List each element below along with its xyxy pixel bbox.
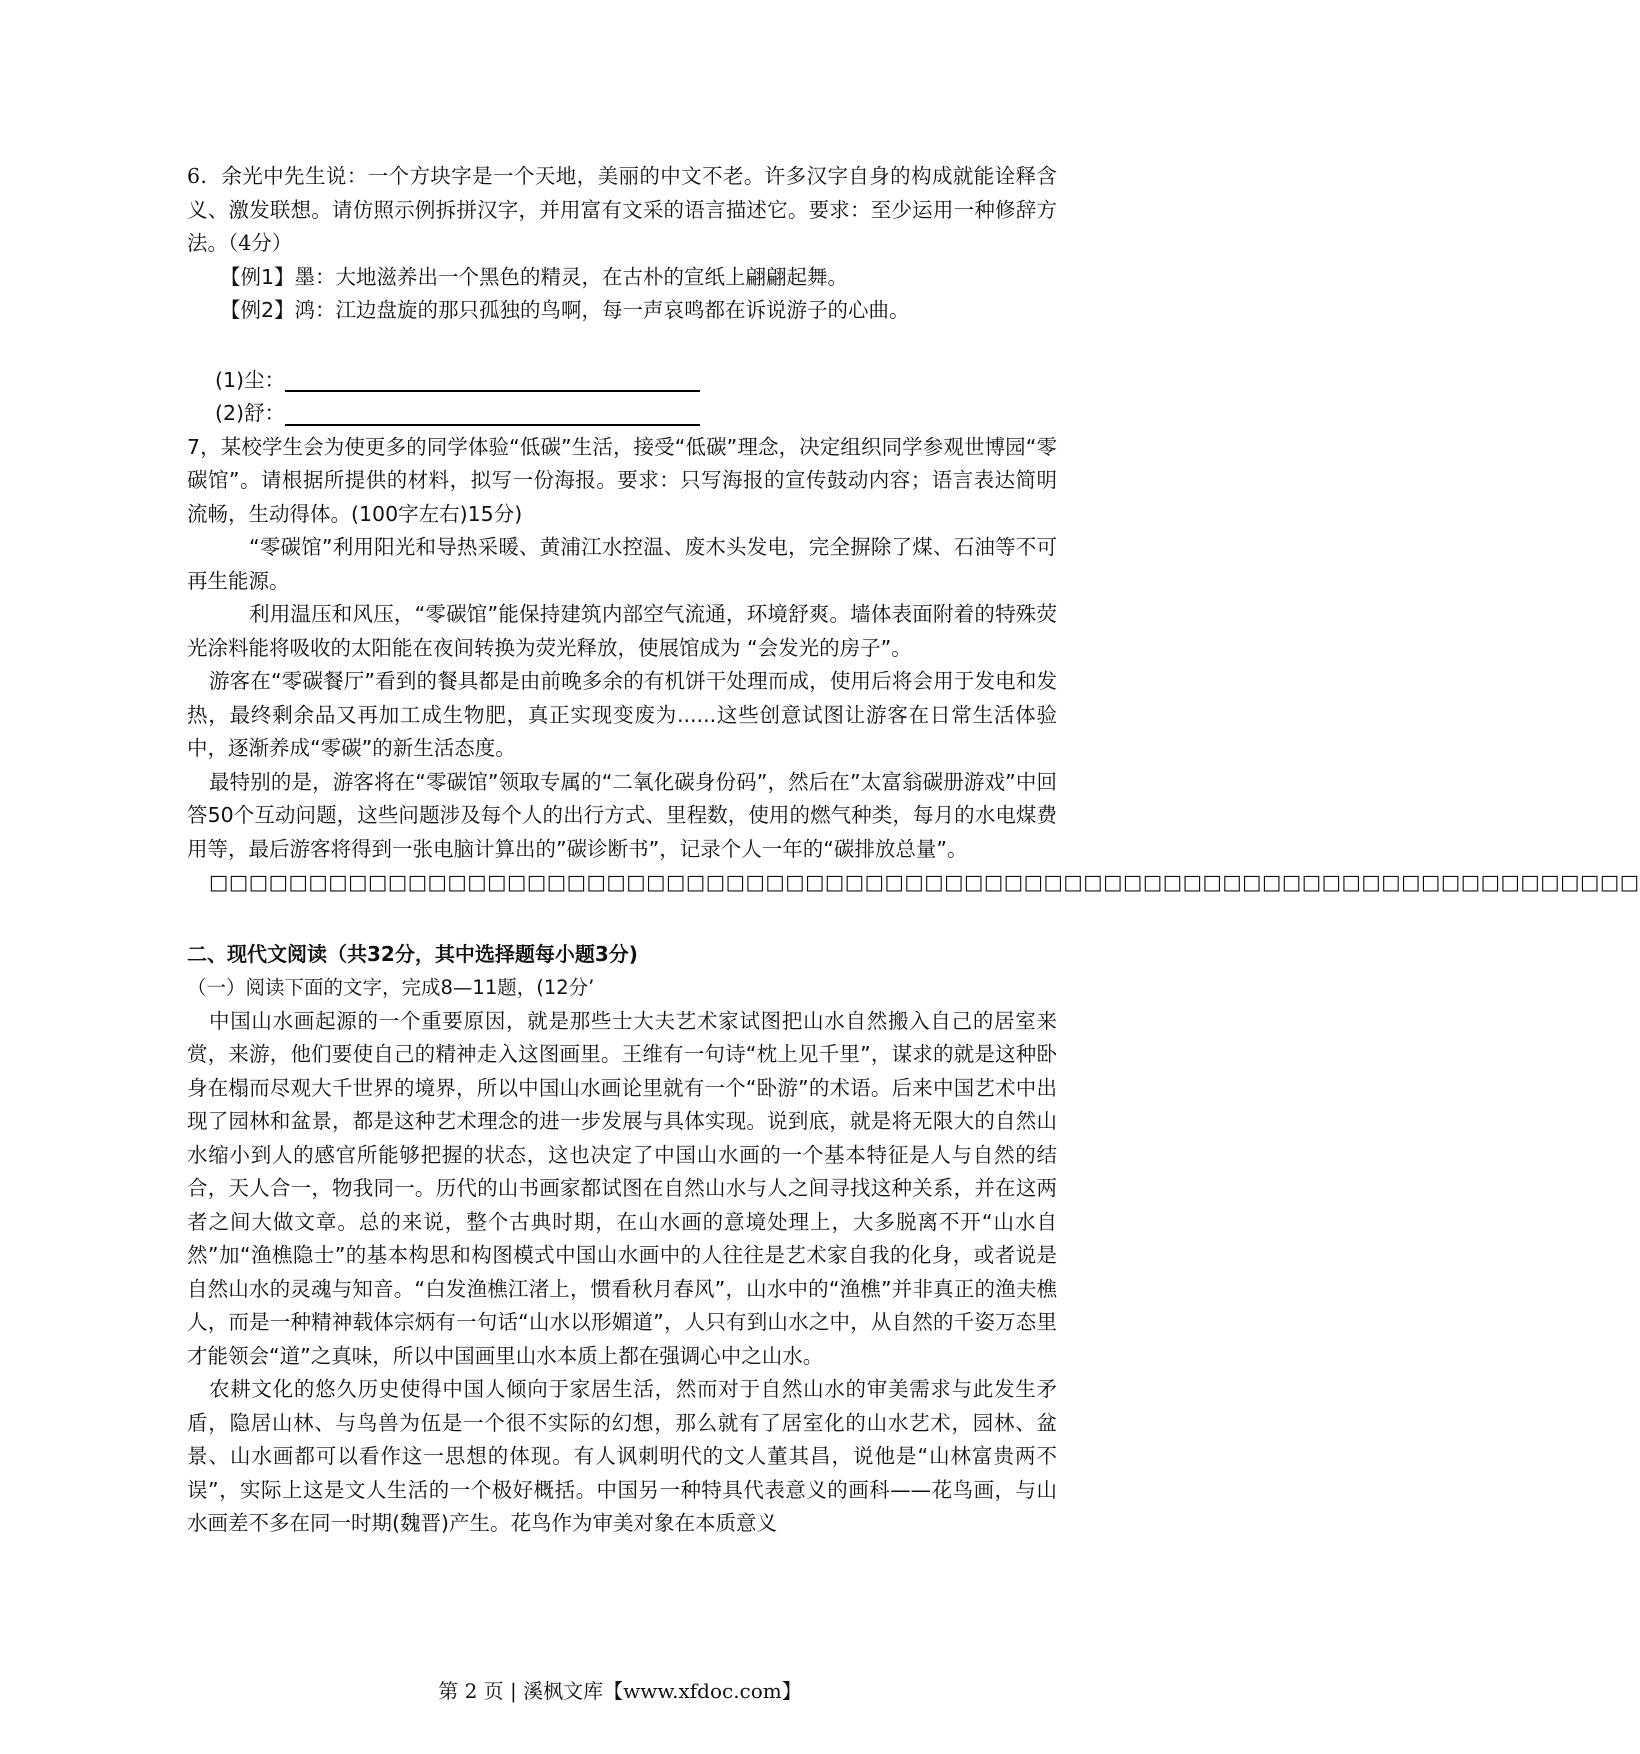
answer-blank-1[interactable] — [187, 364, 1057, 398]
answer-blank-2-label: (2)舒： — [215, 401, 286, 425]
material-paragraph-2: 利用温压和风压，“零碳馆”能保持建筑内部空气流通，环境舒爽。墙体表面附着的特殊荧光涂料能将吸收的太阳能在夜间转换为荧光释放，使展馆成为 “会发光的房子”。 — [187, 602, 1057, 660]
answer-blank-2[interactable] — [187, 397, 1057, 431]
section-subheading: （一）阅读下面的文字，完成8—11题，(12分’ — [187, 976, 595, 999]
answer-blank-1-label: (1)尘： — [215, 367, 286, 392]
reading-paragraph-2: 农耕文化的悠久历史使得中国人倾向于家居生活，然而对于自然山水的审美需求与此发生矛盾，隐居山林、与鸟兽为伍是一个很不实际的幻想，那么就有了居室化的山水艺术，园林、盆景、山水画都可以看作这一思想的体现。有人讽刺明代的文人董其昌，说他是“山林富贵两不误”，实际上这是文人生活的一个极好概括。中国另一种特具代表意义的画科——花鸟画，与山水画差不多在同一时期(魏晋)产生。花鸟作为审美对象在本质意义 — [187, 1377, 1057, 1535]
section-heading: 二、现代文阅读（共32分，其中选择题每小题3分) — [187, 941, 638, 966]
material-paragraph-4: 最特别的是，游客将在“零碳馆”领取专属的“二氧化碳身份码”，然后在”太富翁碳册游戏”中回答50个互动问题，这些问题涉及每个人的出行方式、里程数，使用的燃气种类，每月的水电煤费用等，最后游客将得到一张电脑计算出的”碳诊断书”，记录个人一年的“碳排放总量”。 — [187, 769, 1057, 861]
answer-boxes: □□□□□□□□□□□□□□□□□□□□□□□□□□□□□□□□□□□□□□□□□□□□□□□□□□□□□□□□□□□□□□□□□□□□□□□□ — [209, 870, 1640, 894]
question-7-stem: 7，某校学生会为使更多的同学体验“低碳”生活，接受“低碳”理念，决定组织同学参观世博园“零碳馆”。请根据所提供的材料，拟写一份海报。要求：只写海报的宣传鼓动内容；语言表达简明流畅，生动得体。(100字左右)15分) — [187, 434, 1057, 526]
answer-blank-2-line[interactable] — [285, 424, 700, 426]
page-footer: 第 2 页 | 溪枫文库【www.xfdoc.com】 — [438, 1679, 802, 1703]
document-page — [187, 160, 1640, 1541]
question-6-example-1: 【例1】墨：大地滋养出一个黑色的精灵，在古朴的宣纸上翩翩起舞。 — [220, 264, 849, 289]
question-6-stem: 6．余光中先生说：一个方块字是一个天地，美丽的中文不老。许多汉字自身的构成就能诠释含义、激发联想。请仿照示例拆拼汉字，并用富有文采的语言描述它。要求：至少运用一种修辞方法。（4分） — [187, 164, 1057, 255]
spacer — [187, 328, 1057, 364]
reading-paragraph-1: 中国山水画起源的一个重要原因，就是那些士大夫艺术家试图把山水自然搬入自己的居室来赏，来游，他们要使自己的精神走入这图画里。王维有一句诗“枕上见千里”，谋求的就是这种卧身在榻而尽观大千世界的境界，所以中国山水画论里就有一个“卧游”的术语。后来中国艺术中出现了园林和盆景，都是这种艺术理念的进一步发展与具体实现。说到底，就是将无限大的自然山水缩小到人的感官所能够把握的状态，这也决定了中国山水画的一个基本特征是人与自然的结合，天人合一，物我同一。历代的山书画家都试图在自然山水与人之间寻找这种关系，并在这两者之间大做文章。总的来说，整个古典时期，在山水画的意境处理上，大多脱离不开“山水自然”加“渔樵隐士”的基本构思和构图模式中国山水画中的人往往是艺术家自我的化身，或者说是自然山水的灵魂与知音。“白发渔樵江渚上，惯看秋月春风”，山水中的“渔樵”并非真正的渔夫樵人，而是一种精神载体宗炳有一句话“山水以形媚道”，人只有到山水之中，从自然的千姿万态里才能领会“道”之真味，所以中国画里山水本质上都在强调心中之山水。 — [187, 1008, 1057, 1368]
material-paragraph-1: “零碳馆”利用阳光和导热采暖、黄浦江水控温、废木头发电，完全摒除了煤、石油等不可再生能源。 — [187, 535, 1057, 593]
answer-blank-1-line[interactable] — [285, 390, 700, 392]
question-6-example-2: 【例2】鸿：江边盘旋的那只孤独的鸟啊，每一声哀鸣都在诉说游子的心曲。 — [220, 298, 910, 322]
material-paragraph-3: 游客在“零碳餐厅”看到的餐具都是由前晚多余的有机饼干处理而成，使用后将会用于发电和发热，最终剩余品又再加工成生物肥，真正实现变废为......这些创意试图让游客在日常生活体验中，逐渐养成“零碳”的新生活态度。 — [187, 669, 1057, 760]
